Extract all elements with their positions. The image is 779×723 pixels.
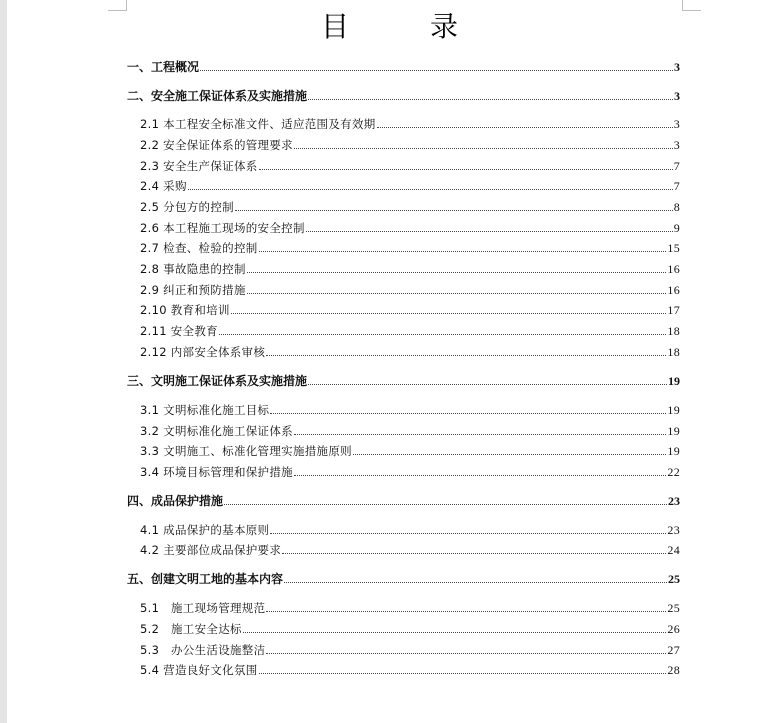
toc-dot-leader xyxy=(294,434,666,435)
toc-page-number: 18 xyxy=(667,345,680,359)
toc-dot-leader xyxy=(266,611,666,612)
toc-dot-leader xyxy=(270,533,666,534)
toc-dot-leader xyxy=(247,293,667,294)
toc-entry-2-1[interactable] xyxy=(140,117,680,131)
toc-entry-label: 2.8 事故隐患的控制 xyxy=(140,262,246,276)
toc-dot-leader xyxy=(219,334,666,335)
toc-dot-leader xyxy=(235,210,673,211)
toc-page-number: 19 xyxy=(668,374,680,388)
toc-entry-label: 2.2 安全保证体系的管理要求 xyxy=(140,138,293,152)
toc-page-number: 16 xyxy=(667,262,680,276)
toc-entry-label: 3.1 文明标准化施工目标 xyxy=(140,403,270,417)
toc-entry-label: 2.12 内部安全体系审核 xyxy=(140,345,266,359)
toc-entry-2-9[interactable] xyxy=(140,283,680,297)
toc-dot-leader xyxy=(247,272,667,273)
toc-entry-label: 四、成品保护措施 xyxy=(127,494,224,508)
toc-entry-section-1[interactable] xyxy=(127,60,680,74)
toc-dot-leader xyxy=(308,384,667,385)
toc-page-number: 19 xyxy=(667,403,680,417)
toc-entry-label: 2.11 安全教育 xyxy=(140,324,218,338)
toc-page-number: 17 xyxy=(667,303,680,317)
toc-entry-label: 4.1 成品保护的基本原则 xyxy=(140,523,270,537)
toc-entry-5-3[interactable] xyxy=(140,643,680,657)
toc-dot-leader xyxy=(188,189,673,190)
page-left-edge xyxy=(0,0,7,723)
toc-dot-leader xyxy=(266,355,666,356)
toc-entry-2-2[interactable] xyxy=(140,138,680,152)
toc-dot-leader xyxy=(270,413,666,414)
toc-entry-label: 5.3 办公生活设施整洁 xyxy=(140,643,266,657)
toc-entry-3-2[interactable] xyxy=(140,424,680,438)
toc-entry-section-3[interactable] xyxy=(127,374,680,388)
toc-entry-2-3[interactable] xyxy=(140,159,680,173)
toc-page-number: 19 xyxy=(667,444,680,458)
toc-entry-2-4[interactable] xyxy=(140,179,680,193)
toc-page-number: 22 xyxy=(667,465,680,479)
toc-entry-5-1[interactable] xyxy=(140,601,680,615)
toc-dot-leader xyxy=(224,504,667,505)
toc-entry-label: 3.2 文明标准化施工保证体系 xyxy=(140,424,293,438)
toc-entry-label: 二、安全施工保证体系及实施措施 xyxy=(127,89,308,103)
toc-entry-2-7[interactable] xyxy=(140,241,680,255)
toc-entry-label: 3.3 文明施工、标准化管理实施措施原则 xyxy=(140,444,352,458)
toc-dot-leader xyxy=(353,454,666,455)
toc-title: 目 录 xyxy=(321,10,494,43)
toc-entry-2-8[interactable] xyxy=(140,262,680,276)
toc-entry-2-10[interactable] xyxy=(140,303,680,317)
toc-page-number: 3 xyxy=(673,117,680,131)
toc-entry-label: 2.9 纠正和预防措施 xyxy=(140,283,246,297)
toc-dot-leader xyxy=(294,475,666,476)
toc-entry-label: 5.1 施工现场管理规范 xyxy=(140,601,266,615)
toc-dot-leader xyxy=(306,231,673,232)
toc-page-number: 3 xyxy=(673,138,680,152)
toc-entry-label: 4.2 主要部位成品保护要求 xyxy=(140,543,282,557)
toc-page-number: 8 xyxy=(673,200,680,214)
toc-dot-leader xyxy=(259,169,673,170)
toc-entry-5-2[interactable] xyxy=(140,622,680,636)
toc-entry-label: 2.4 采购 xyxy=(140,179,187,193)
toc-entry-label: 2.10 教育和培训 xyxy=(140,303,230,317)
toc-entry-3-1[interactable] xyxy=(140,403,680,417)
toc-entry-2-6[interactable] xyxy=(140,221,680,235)
toc-entry-label: 三、文明施工保证体系及实施措施 xyxy=(127,374,308,388)
toc-page-number: 27 xyxy=(667,643,680,657)
toc-dot-leader xyxy=(308,99,673,100)
toc-entry-label: 5.4 营造良好文化氛围 xyxy=(140,663,258,677)
toc-entry-label: 3.4 环境目标管理和保护措施 xyxy=(140,465,293,479)
toc-entry-label: 2.1 本工程安全标准文件、适应范围及有效期 xyxy=(140,117,376,131)
toc-entry-label: 五、创建文明工地的基本内容 xyxy=(127,572,284,586)
toc-dot-leader xyxy=(231,313,667,314)
toc-entry-section-5[interactable] xyxy=(127,572,680,586)
toc-dot-leader xyxy=(243,632,667,633)
toc-entry-3-4[interactable] xyxy=(140,465,680,479)
toc-page-number: 3 xyxy=(674,60,680,74)
toc-entry-2-12[interactable] xyxy=(140,345,680,359)
toc-dot-leader xyxy=(259,673,667,674)
toc-entry-3-3[interactable] xyxy=(140,444,680,458)
toc-entry-label: 2.6 本工程施工现场的安全控制 xyxy=(140,221,305,235)
toc-entry-label: 2.3 安全生产保证体系 xyxy=(140,159,258,173)
toc-entry-5-4[interactable] xyxy=(140,663,680,677)
toc-dot-leader xyxy=(294,148,673,149)
toc-page-number: 7 xyxy=(673,179,680,193)
toc-dot-leader xyxy=(266,653,666,654)
toc-entry-4-1[interactable] xyxy=(140,523,680,537)
toc-entry-section-2[interactable] xyxy=(127,89,680,103)
toc-entry-label: 一、工程概况 xyxy=(127,60,200,74)
toc-dot-leader xyxy=(377,127,673,128)
toc-page-number: 7 xyxy=(673,159,680,173)
toc-page-number: 26 xyxy=(667,622,680,636)
toc-page-number: 3 xyxy=(674,89,680,103)
toc-page-number: 9 xyxy=(673,221,680,235)
toc-page-number: 25 xyxy=(667,601,680,615)
toc-entry-label: 5.2 施工安全达标 xyxy=(140,622,242,636)
toc-page-number: 24 xyxy=(667,543,680,557)
toc-page-number: 28 xyxy=(667,663,680,677)
toc-page-number: 19 xyxy=(667,424,680,438)
toc-dot-leader xyxy=(200,70,673,71)
toc-entry-4-2[interactable] xyxy=(140,543,680,557)
toc-entry-2-11[interactable] xyxy=(140,324,680,338)
toc-page-number: 23 xyxy=(667,523,680,537)
toc-page-number: 25 xyxy=(668,572,680,586)
toc-dot-leader xyxy=(259,251,667,252)
toc-dot-leader xyxy=(284,582,667,583)
toc-entry-section-4[interactable] xyxy=(127,494,680,508)
toc-entry-label: 2.7 检查、检验的控制 xyxy=(140,241,258,255)
toc-page-number: 18 xyxy=(667,324,680,338)
toc-page-number: 15 xyxy=(667,241,680,255)
toc-dot-leader xyxy=(282,553,666,554)
toc-entry-label: 2.5 分包方的控制 xyxy=(140,200,234,214)
toc-page-number: 16 xyxy=(667,283,680,297)
toc-entry-2-5[interactable] xyxy=(140,200,680,214)
toc-page-number: 23 xyxy=(668,494,680,508)
